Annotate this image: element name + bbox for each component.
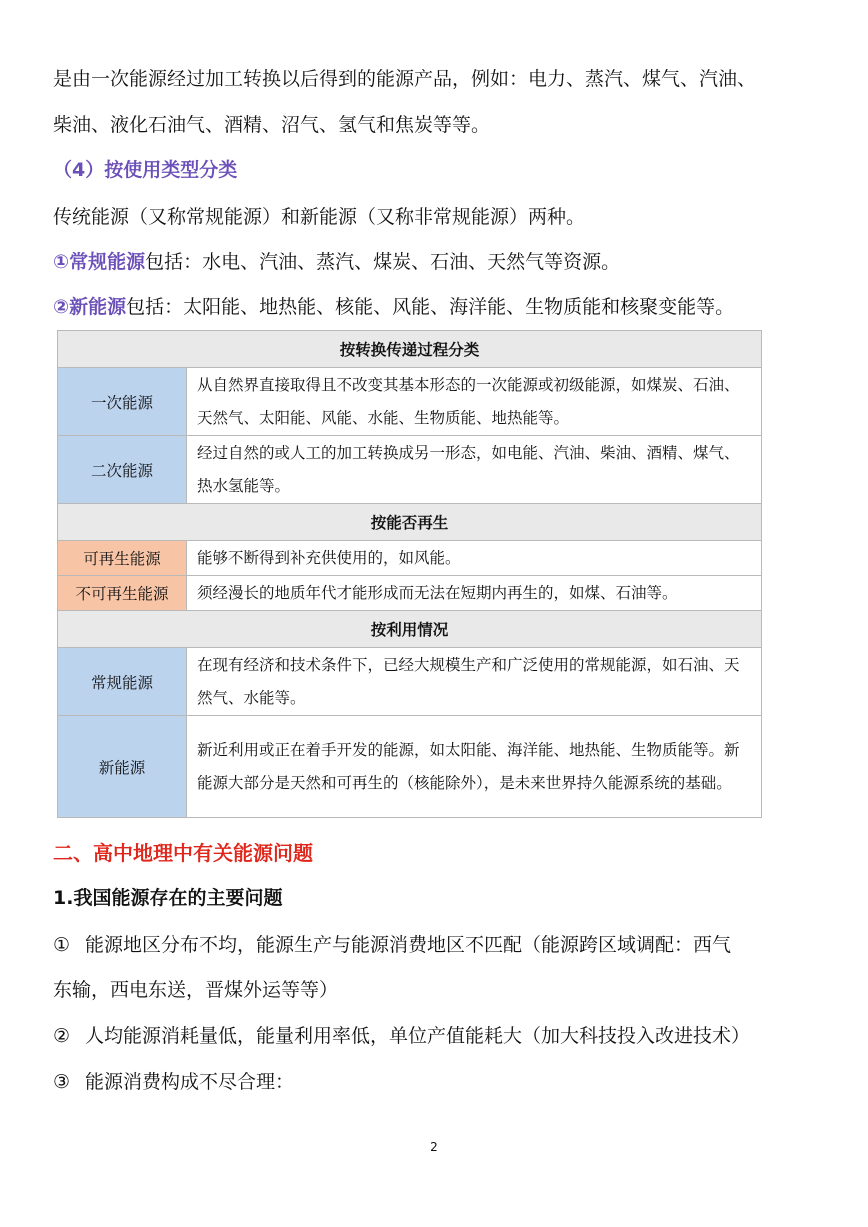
section-4-heading: （4）按使用类型分类	[53, 159, 238, 181]
page-number: 2	[430, 1140, 438, 1154]
section-4-description: 传统能源（又称常规能源）和新能源（又称非常规能源）两种。	[53, 206, 586, 228]
new-energy-item	[53, 292, 734, 319]
item-text: 包括：水电、汽油、蒸汽、煤炭、石油、天然气等资源。	[145, 251, 621, 273]
table-section-header: 按转换传递过程分类	[58, 331, 762, 368]
intro-line-1: 是由一次能源经过加工转换以后得到的能源产品，例如：电力、蒸汽、煤气、汽油、	[53, 68, 757, 90]
problem-3	[53, 1067, 294, 1094]
table-row-label: 二次能源	[58, 436, 187, 504]
item-term: 常规能源	[69, 251, 146, 273]
table-row-text: 从自然界直接取得且不改变其基本形态的一次能源或初级能源，如煤炭、石油、天然气、太阳能、风能、水能、生物质能、地热能等。	[187, 368, 762, 436]
table-row-text: 在现有经济和技术条件下，已经大规模生产和广泛使用的常规能源，如石油、天然气、水能等。	[187, 648, 762, 716]
problem-number: ③	[53, 1071, 71, 1093]
problem-text: 能源消费构成不尽合理：	[85, 1071, 295, 1093]
problem-number: ②	[53, 1025, 71, 1047]
table-row-text: 经过自然的或人工的加工转换成另一形态，如电能、汽油、柴油、酒精、煤气、热水氢能等。	[187, 436, 762, 504]
problem-1	[53, 930, 731, 957]
table-row-label: 一次能源	[58, 368, 187, 436]
problem-text: 人均能源消耗量低，能量利用率低，单位产值能耗大（加大科技投入改进技术）	[85, 1025, 751, 1047]
problem-1-continued: 东输，西电东送，晋煤外运等等）	[53, 979, 339, 1001]
conventional-energy-item	[53, 247, 620, 274]
part-2-subheading: 1.我国能源存在的主要问题	[53, 887, 283, 909]
table-row-label: 常规能源	[58, 648, 187, 716]
table-row-text: 能够不断得到补充供使用的，如风能。	[187, 541, 762, 576]
table-row-label: 不可再生能源	[58, 576, 187, 611]
problem-2	[53, 1021, 750, 1048]
table-section-header: 按利用情况	[58, 611, 762, 648]
item-number: ②	[53, 296, 70, 318]
item-number: ①	[53, 251, 70, 273]
table-row-text: 须经漫长的地质年代才能形成而无法在短期内再生的，如煤、石油等。	[187, 576, 762, 611]
part-2-heading: 二、高中地理中有关能源问题	[53, 841, 313, 865]
problem-number: ①	[53, 934, 71, 956]
intro-line-2: 柴油、液化石油气、酒精、沼气、氢气和焦炭等等。	[53, 114, 491, 136]
table-row-label: 可再生能源	[58, 541, 187, 576]
table-row-label: 新能源	[58, 716, 187, 818]
table-row-text: 新近利用或正在着手开发的能源，如太阳能、海洋能、地热能、生物质能等。新能源大部分是天然和可再生的（核能除外），是未来世界持久能源系统的基础。	[187, 716, 762, 818]
item-term: 新能源	[69, 296, 127, 318]
problem-text: 能源地区分布不均，能源生产与能源消费地区不匹配（能源跨区域调配：西气	[85, 934, 732, 956]
table-section-header: 按能否再生	[58, 504, 762, 541]
energy-classification-table	[57, 330, 762, 818]
item-text: 包括：太阳能、地热能、核能、风能、海洋能、生物质能和核聚变能等。	[126, 296, 735, 318]
